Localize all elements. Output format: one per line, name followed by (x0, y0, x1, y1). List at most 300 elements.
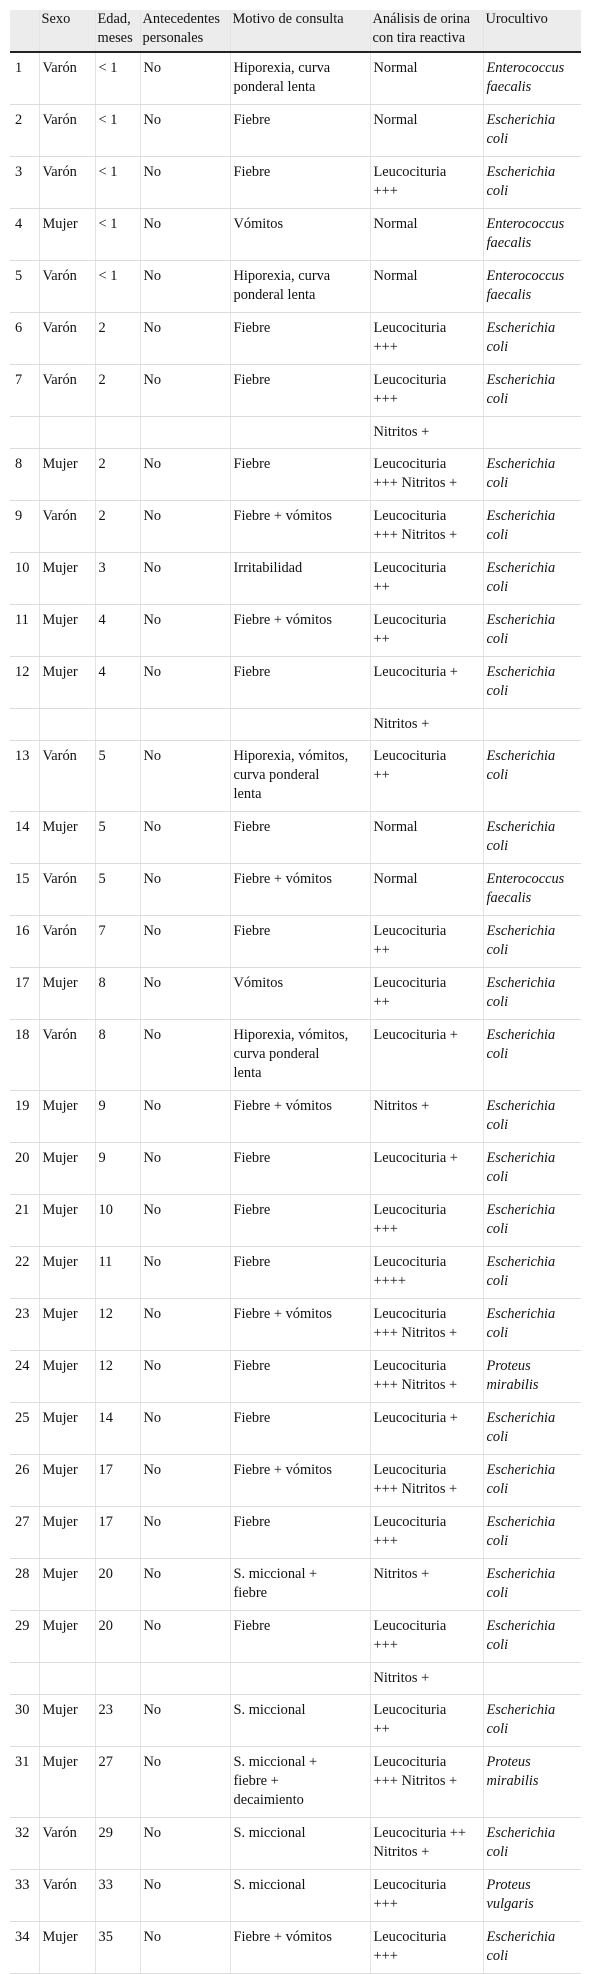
cell-analisis: Leucocituria ++ (370, 553, 483, 605)
cell-antecedentes: No (140, 741, 230, 812)
cell-analisis: Nitritos + (370, 1663, 483, 1695)
cell-analisis: Leucocituria ++ (370, 968, 483, 1020)
cell-motivo: S. miccional (230, 1870, 370, 1922)
cell-motivo: Fiebre + vómitos (230, 501, 370, 553)
cell-analisis: Leucocituria +++ Nitritos + (370, 1455, 483, 1507)
cell-case-number: 33 (10, 1870, 39, 1922)
cell-sexo: Varón (39, 1818, 95, 1870)
cell-edad: 2 (95, 313, 140, 365)
cell-case-number: 30 (10, 1695, 39, 1747)
cell-sexo: Mujer (39, 1455, 95, 1507)
cell-urocultivo: Escherichia coli (483, 1091, 581, 1143)
cell-sexo: Varón (39, 501, 95, 553)
cell-edad: 10 (95, 1195, 140, 1247)
cell-urocultivo: Proteus vulgaris (483, 1870, 581, 1922)
cell-motivo: Fiebre (230, 1403, 370, 1455)
cell-case-number: 27 (10, 1507, 39, 1559)
cell-analisis: Leucocituria ++ (370, 1695, 483, 1747)
cell-motivo: Fiebre (230, 157, 370, 209)
cell-antecedentes: No (140, 1818, 230, 1870)
cell-case-number (10, 709, 39, 741)
header-antecedentes: Antecedentes personales (140, 10, 230, 52)
cell-sexo: Mujer (39, 1195, 95, 1247)
cell-motivo: Hiporexia, vómitos, curva ponderal lenta (230, 741, 370, 812)
cell-urocultivo: Escherichia coli (483, 1695, 581, 1747)
cell-motivo: Fiebre (230, 1143, 370, 1195)
cell-urocultivo: Escherichia coli (483, 157, 581, 209)
cell-case-number: 14 (10, 812, 39, 864)
cell-motivo: Fiebre (230, 365, 370, 417)
cell-antecedentes: No (140, 449, 230, 501)
table-row (10, 1403, 581, 1455)
cell-urocultivo (483, 1663, 581, 1695)
table-row (10, 1247, 581, 1299)
table-row (10, 709, 581, 741)
cell-edad: 12 (95, 1299, 140, 1351)
cell-urocultivo: Escherichia coli (483, 1020, 581, 1091)
cell-edad: 17 (95, 1455, 140, 1507)
cell-case-number: 15 (10, 864, 39, 916)
cell-sexo: Mujer (39, 812, 95, 864)
cell-edad: 9 (95, 1143, 140, 1195)
table-row (10, 209, 581, 261)
cell-urocultivo: Escherichia coli (483, 365, 581, 417)
cell-antecedentes: No (140, 1143, 230, 1195)
cell-sexo: Mujer (39, 449, 95, 501)
table-row (10, 1663, 581, 1695)
cell-analisis: Leucocituria + (370, 657, 483, 709)
header-row (10, 10, 581, 52)
header-urocultivo: Urocultivo (483, 10, 581, 52)
table-row (10, 605, 581, 657)
cell-edad: < 1 (95, 52, 140, 105)
cell-urocultivo: Escherichia coli (483, 1195, 581, 1247)
cell-antecedentes: No (140, 1020, 230, 1091)
cell-sexo: Mujer (39, 1403, 95, 1455)
cell-case-number: 7 (10, 365, 39, 417)
cell-urocultivo: Escherichia coli (483, 916, 581, 968)
table-row (10, 1091, 581, 1143)
cell-case-number: 32 (10, 1818, 39, 1870)
cell-edad: 4 (95, 605, 140, 657)
cell-case-number: 18 (10, 1020, 39, 1091)
cell-edad: 20 (95, 1611, 140, 1663)
cell-antecedentes: No (140, 916, 230, 968)
cell-edad: 14 (95, 1403, 140, 1455)
cell-antecedentes: No (140, 1299, 230, 1351)
cell-antecedentes (140, 417, 230, 449)
cell-analisis: Leucocituria + (370, 1403, 483, 1455)
cell-urocultivo: Escherichia coli (483, 105, 581, 157)
cell-analisis: Leucocituria +++ Nitritos + (370, 1351, 483, 1403)
cell-sexo: Mujer (39, 1559, 95, 1611)
cell-edad: < 1 (95, 261, 140, 313)
cell-antecedentes: No (140, 553, 230, 605)
cell-edad: 20 (95, 1559, 140, 1611)
cell-motivo (230, 709, 370, 741)
cell-sexo: Mujer (39, 1695, 95, 1747)
table-row (10, 261, 581, 313)
cell-edad: 23 (95, 1695, 140, 1747)
cell-urocultivo (483, 709, 581, 741)
header-edad: Edad, meses (95, 10, 140, 52)
table-row (10, 1559, 581, 1611)
table-body (10, 52, 581, 1974)
cell-case-number: 5 (10, 261, 39, 313)
header-sexo: Sexo (39, 10, 95, 52)
cell-motivo: Fiebre + vómitos (230, 1455, 370, 1507)
cell-motivo: Fiebre (230, 313, 370, 365)
cell-analisis: Leucocituria +++ (370, 1507, 483, 1559)
cell-antecedentes: No (140, 605, 230, 657)
cell-sexo: Varón (39, 157, 95, 209)
cell-antecedentes: No (140, 261, 230, 313)
cell-analisis: Leucocituria ++ (370, 741, 483, 812)
cell-edad: 4 (95, 657, 140, 709)
cell-sexo: Mujer (39, 1299, 95, 1351)
cell-analisis: Leucocituria ++ Nitritos + (370, 1818, 483, 1870)
cell-urocultivo: Escherichia coli (483, 553, 581, 605)
cell-case-number: 13 (10, 741, 39, 812)
cell-analisis: Leucocituria +++ (370, 1195, 483, 1247)
cell-case-number: 1 (10, 52, 39, 105)
cell-motivo: Fiebre (230, 449, 370, 501)
cell-urocultivo: Escherichia coli (483, 812, 581, 864)
cell-analisis: Leucocituria +++ (370, 1611, 483, 1663)
cell-analisis: Normal (370, 105, 483, 157)
cell-sexo: Mujer (39, 1143, 95, 1195)
table-row (10, 657, 581, 709)
cell-motivo: Fiebre (230, 1195, 370, 1247)
cell-antecedentes: No (140, 1922, 230, 1974)
cell-motivo: Fiebre (230, 1507, 370, 1559)
cell-case-number: 17 (10, 968, 39, 1020)
cell-antecedentes: No (140, 968, 230, 1020)
cell-antecedentes: No (140, 864, 230, 916)
cell-sexo: Mujer (39, 1747, 95, 1818)
cell-analisis: Leucocituria + (370, 1143, 483, 1195)
cell-case-number: 22 (10, 1247, 39, 1299)
table-row (10, 1611, 581, 1663)
cell-sexo: Mujer (39, 1611, 95, 1663)
table-row (10, 553, 581, 605)
cell-case-number: 6 (10, 313, 39, 365)
cell-motivo: Irritabilidad (230, 553, 370, 605)
cell-motivo (230, 1663, 370, 1695)
table-row (10, 1695, 581, 1747)
cell-edad: 35 (95, 1922, 140, 1974)
cell-motivo: Fiebre + vómitos (230, 1922, 370, 1974)
cell-analisis: Normal (370, 261, 483, 313)
cell-urocultivo: Escherichia coli (483, 1559, 581, 1611)
cell-edad: 29 (95, 1818, 140, 1870)
cell-urocultivo: Escherichia coli (483, 1818, 581, 1870)
cell-sexo: Varón (39, 1870, 95, 1922)
cell-antecedentes: No (140, 1507, 230, 1559)
cell-antecedentes: No (140, 1247, 230, 1299)
cell-motivo: Hiporexia, curva ponderal lenta (230, 261, 370, 313)
cell-edad: 9 (95, 1091, 140, 1143)
cell-sexo: Mujer (39, 1247, 95, 1299)
table-row (10, 1020, 581, 1091)
table-row (10, 741, 581, 812)
cell-edad: < 1 (95, 157, 140, 209)
cell-case-number: 10 (10, 553, 39, 605)
cell-motivo: Fiebre (230, 1247, 370, 1299)
cell-sexo: Varón (39, 864, 95, 916)
cell-analisis: Leucocituria +++ Nitritos + (370, 1747, 483, 1818)
cell-edad: 11 (95, 1247, 140, 1299)
cell-urocultivo: Escherichia coli (483, 1922, 581, 1974)
cell-sexo (39, 417, 95, 449)
cell-urocultivo: Proteus mirabilis (483, 1351, 581, 1403)
cell-edad: 17 (95, 1507, 140, 1559)
cell-antecedentes (140, 709, 230, 741)
cell-urocultivo: Escherichia coli (483, 1455, 581, 1507)
cell-edad: 2 (95, 365, 140, 417)
cell-sexo: Varón (39, 365, 95, 417)
cell-case-number: 29 (10, 1611, 39, 1663)
cell-motivo: Fiebre (230, 105, 370, 157)
table-row (10, 1195, 581, 1247)
cell-motivo: Hiporexia, vómitos, curva ponderal lenta (230, 1020, 370, 1091)
cell-sexo: Mujer (39, 1351, 95, 1403)
cell-edad: 5 (95, 864, 140, 916)
cell-antecedentes: No (140, 1455, 230, 1507)
header-motivo: Motivo de consulta (230, 10, 370, 52)
cell-sexo: Varón (39, 916, 95, 968)
cell-antecedentes: No (140, 1695, 230, 1747)
cell-analisis: Normal (370, 52, 483, 105)
cell-urocultivo: Escherichia coli (483, 605, 581, 657)
cell-antecedentes: No (140, 365, 230, 417)
cell-antecedentes: No (140, 1747, 230, 1818)
cell-analisis: Nitritos + (370, 1559, 483, 1611)
cell-sexo: Varón (39, 1020, 95, 1091)
table-row (10, 417, 581, 449)
cell-edad: 2 (95, 449, 140, 501)
cell-urocultivo: Escherichia coli (483, 1403, 581, 1455)
cell-edad: 7 (95, 916, 140, 968)
cell-case-number: 26 (10, 1455, 39, 1507)
cell-analisis: Nitritos + (370, 709, 483, 741)
cell-edad: 2 (95, 501, 140, 553)
cell-case-number (10, 1663, 39, 1695)
cell-urocultivo: Escherichia coli (483, 1299, 581, 1351)
cell-edad (95, 417, 140, 449)
cell-antecedentes: No (140, 501, 230, 553)
cell-analisis: Leucocituria +++ Nitritos + (370, 449, 483, 501)
cell-antecedentes: No (140, 1195, 230, 1247)
cell-antecedentes: No (140, 1403, 230, 1455)
cell-case-number: 23 (10, 1299, 39, 1351)
cell-sexo: Mujer (39, 1091, 95, 1143)
cell-antecedentes: No (140, 657, 230, 709)
table-row (10, 157, 581, 209)
cell-urocultivo: Escherichia coli (483, 741, 581, 812)
cell-analisis: Leucocituria +++ Nitritos + (370, 501, 483, 553)
table-row (10, 812, 581, 864)
table-row (10, 1870, 581, 1922)
cell-antecedentes (140, 1663, 230, 1695)
table-row (10, 501, 581, 553)
cell-analisis: Leucocituria ++++ (370, 1247, 483, 1299)
cell-edad: 12 (95, 1351, 140, 1403)
cell-analisis: Normal (370, 864, 483, 916)
cell-case-number (10, 417, 39, 449)
cell-antecedentes: No (140, 1351, 230, 1403)
table-row (10, 1922, 581, 1974)
cell-urocultivo: Escherichia coli (483, 1611, 581, 1663)
uti-cases-table (10, 10, 581, 1974)
cell-analisis: Leucocituria +++ Nitritos + (370, 1299, 483, 1351)
cell-edad: 8 (95, 1020, 140, 1091)
table-header (10, 10, 581, 52)
cell-case-number: 19 (10, 1091, 39, 1143)
cell-sexo: Varón (39, 313, 95, 365)
cell-edad: 5 (95, 812, 140, 864)
table-row (10, 864, 581, 916)
cell-analisis: Leucocituria ++ (370, 916, 483, 968)
table-row (10, 1143, 581, 1195)
cell-antecedentes: No (140, 1611, 230, 1663)
cell-motivo: Fiebre (230, 1351, 370, 1403)
cell-motivo: Fiebre + vómitos (230, 1299, 370, 1351)
cell-sexo: Mujer (39, 553, 95, 605)
cell-edad: 33 (95, 1870, 140, 1922)
cell-analisis: Leucocituria +++ (370, 157, 483, 209)
cell-sexo: Mujer (39, 209, 95, 261)
cell-urocultivo: Escherichia coli (483, 968, 581, 1020)
cell-urocultivo: Escherichia coli (483, 1143, 581, 1195)
cell-antecedentes: No (140, 52, 230, 105)
cell-antecedentes: No (140, 313, 230, 365)
cell-urocultivo (483, 417, 581, 449)
table-row (10, 313, 581, 365)
cell-case-number: 31 (10, 1747, 39, 1818)
cell-edad: < 1 (95, 209, 140, 261)
cell-analisis: Leucocituria +++ (370, 1922, 483, 1974)
cell-motivo: Fiebre (230, 657, 370, 709)
cell-edad: < 1 (95, 105, 140, 157)
table-row (10, 449, 581, 501)
cell-motivo: Fiebre (230, 916, 370, 968)
cell-edad: 5 (95, 741, 140, 812)
cell-urocultivo: Escherichia coli (483, 657, 581, 709)
cell-motivo: Fiebre (230, 1611, 370, 1663)
cell-urocultivo: Enterococcus faecalis (483, 864, 581, 916)
cell-case-number: 16 (10, 916, 39, 968)
cell-motivo: S. miccional + fiebre (230, 1559, 370, 1611)
cell-analisis: Leucocituria +++ (370, 1870, 483, 1922)
table-row (10, 105, 581, 157)
table-row (10, 1351, 581, 1403)
cell-urocultivo: Escherichia coli (483, 449, 581, 501)
cell-analisis: Nitritos + (370, 417, 483, 449)
cell-motivo: Hiporexia, curva ponderal lenta (230, 52, 370, 105)
table-row (10, 916, 581, 968)
cell-motivo: Fiebre + vómitos (230, 605, 370, 657)
cell-urocultivo: Enterococcus faecalis (483, 261, 581, 313)
cell-sexo: Mujer (39, 968, 95, 1020)
cell-sexo: Varón (39, 261, 95, 313)
cell-analisis: Normal (370, 209, 483, 261)
cell-motivo: S. miccional (230, 1695, 370, 1747)
cell-analisis: Leucocituria +++ (370, 365, 483, 417)
cell-antecedentes: No (140, 105, 230, 157)
cell-motivo: Fiebre + vómitos (230, 864, 370, 916)
cell-urocultivo: Enterococcus faecalis (483, 209, 581, 261)
cell-antecedentes: No (140, 1091, 230, 1143)
cell-antecedentes: No (140, 157, 230, 209)
header-case-number (10, 10, 39, 52)
cell-edad: 8 (95, 968, 140, 1020)
cell-motivo: S. miccional (230, 1818, 370, 1870)
cell-case-number: 20 (10, 1143, 39, 1195)
cell-analisis: Nitritos + (370, 1091, 483, 1143)
table-row (10, 1747, 581, 1818)
cell-urocultivo: Escherichia coli (483, 1247, 581, 1299)
cell-edad: 3 (95, 553, 140, 605)
table-row (10, 1507, 581, 1559)
cell-urocultivo: Proteus mirabilis (483, 1747, 581, 1818)
table-row (10, 365, 581, 417)
cell-sexo: Varón (39, 105, 95, 157)
cell-edad: 27 (95, 1747, 140, 1818)
cell-sexo: Mujer (39, 1922, 95, 1974)
cell-motivo: Vómitos (230, 968, 370, 1020)
cell-case-number: 2 (10, 105, 39, 157)
cell-edad (95, 709, 140, 741)
cell-case-number: 28 (10, 1559, 39, 1611)
cell-sexo: Mujer (39, 1507, 95, 1559)
cell-motivo: Vómitos (230, 209, 370, 261)
cell-motivo (230, 417, 370, 449)
cell-antecedentes: No (140, 1559, 230, 1611)
cell-urocultivo: Enterococcus faecalis (483, 52, 581, 105)
cell-antecedentes: No (140, 209, 230, 261)
cell-urocultivo: Escherichia coli (483, 313, 581, 365)
cell-case-number: 9 (10, 501, 39, 553)
cell-analisis: Leucocituria ++ (370, 605, 483, 657)
cell-analisis: Normal (370, 812, 483, 864)
cell-case-number: 24 (10, 1351, 39, 1403)
table-row (10, 1455, 581, 1507)
cell-motivo: Fiebre (230, 812, 370, 864)
cell-antecedentes: No (140, 812, 230, 864)
cell-urocultivo: Escherichia coli (483, 1507, 581, 1559)
cell-sexo: Varón (39, 52, 95, 105)
cell-case-number: 21 (10, 1195, 39, 1247)
table-row (10, 1818, 581, 1870)
cell-analisis: Leucocituria +++ (370, 313, 483, 365)
cell-sexo: Varón (39, 741, 95, 812)
table-row (10, 968, 581, 1020)
cell-sexo (39, 1663, 95, 1695)
cell-urocultivo: Escherichia coli (483, 501, 581, 553)
cell-case-number: 34 (10, 1922, 39, 1974)
cell-sexo: Mujer (39, 657, 95, 709)
cell-sexo: Mujer (39, 605, 95, 657)
cell-case-number: 25 (10, 1403, 39, 1455)
cell-motivo: S. miccional + fiebre + decaimiento (230, 1747, 370, 1818)
cell-edad (95, 1663, 140, 1695)
cell-analisis: Leucocituria + (370, 1020, 483, 1091)
table-container (10, 10, 581, 1974)
cell-case-number: 12 (10, 657, 39, 709)
header-analisis: Análisis de orina con tira reactiva (370, 10, 483, 52)
table-row (10, 52, 581, 105)
